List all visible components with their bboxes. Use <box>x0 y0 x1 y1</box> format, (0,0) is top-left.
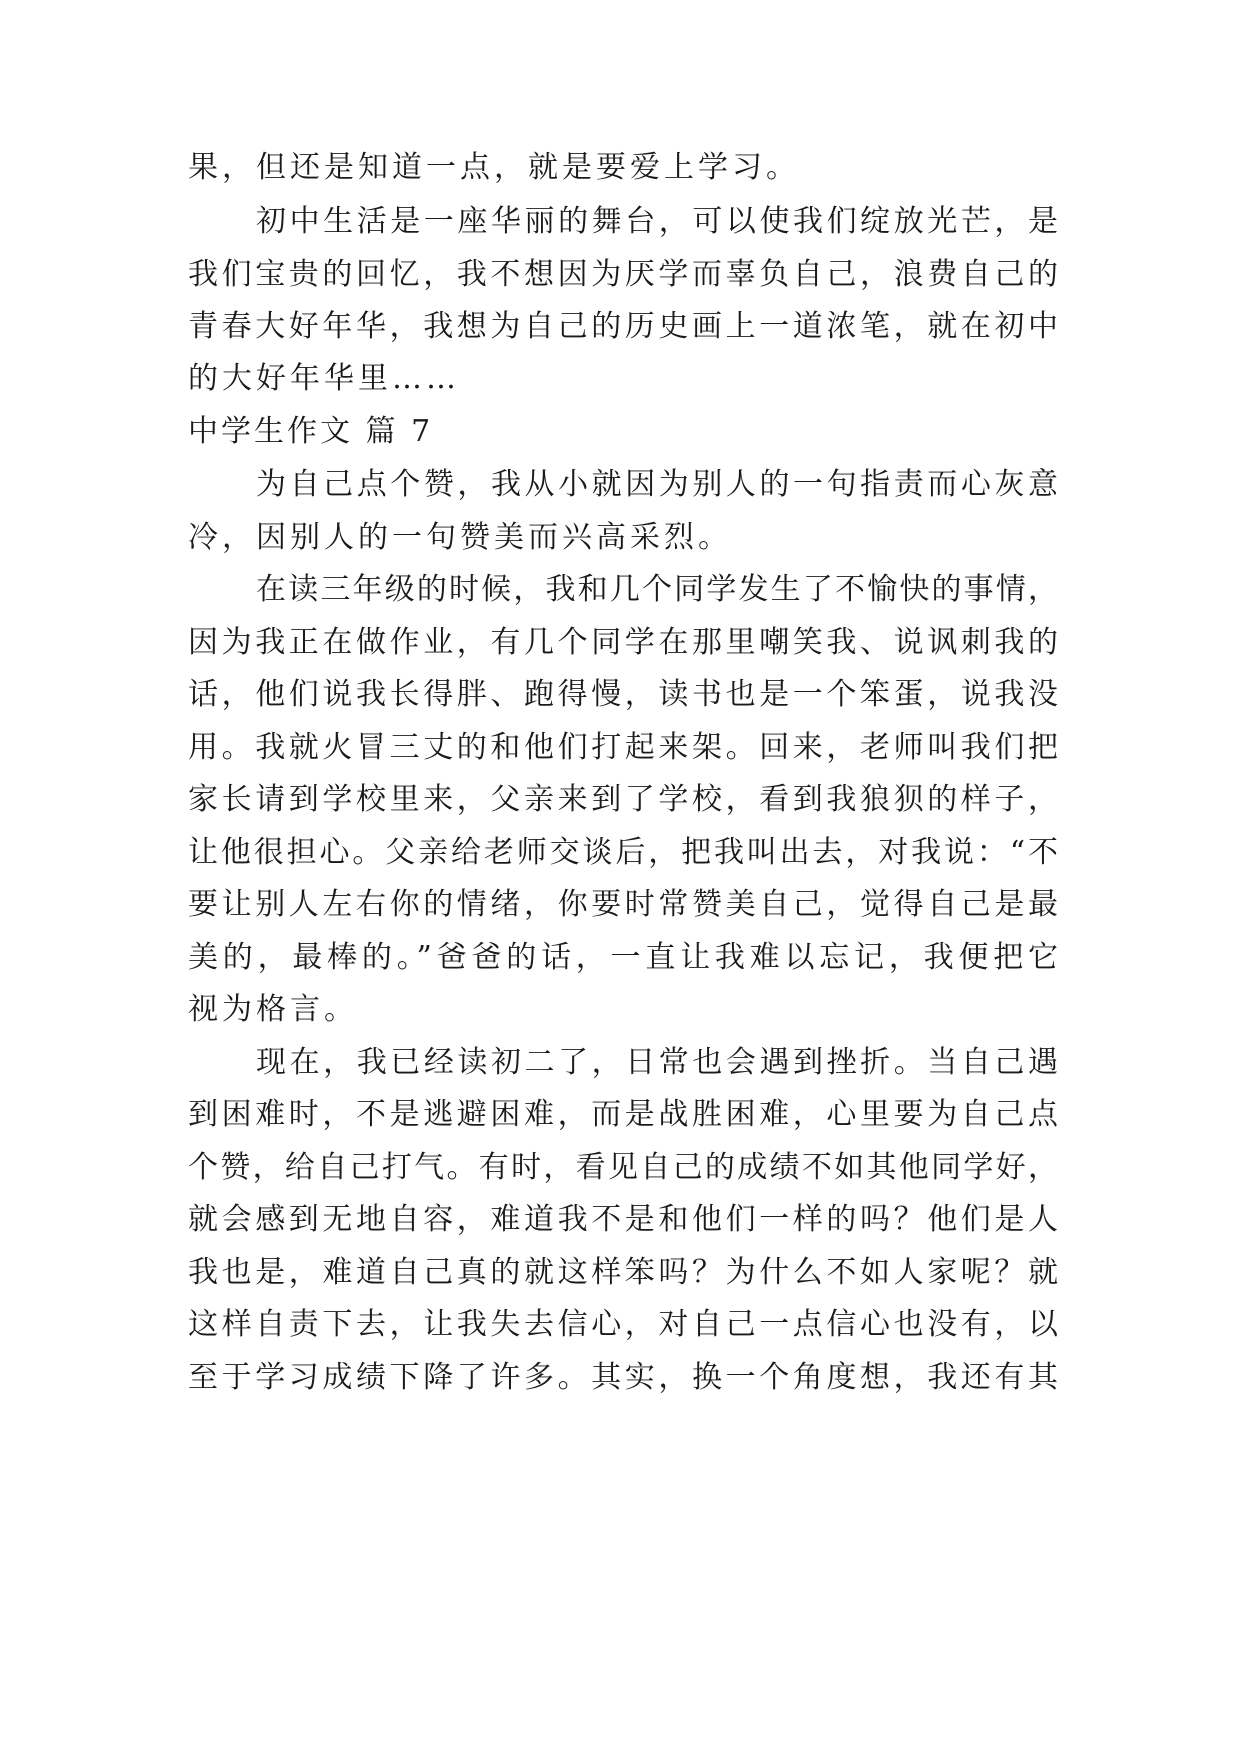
paragraph-line: 这样自责下去，让我失去信心，对自己一点信心也没有，以 <box>188 1307 1058 1342</box>
paragraph-line: 为自己点个赞，我从小就因为别人的一句指责而心灰意 <box>256 467 1058 502</box>
paragraph-line: 视为格言。 <box>188 992 358 1027</box>
paragraph-line: 美的，最棒的。”爸爸的话，一直让我难以忘记，我便把它 <box>188 940 1058 975</box>
paragraph-line: 在读三年级的时候，我和几个同学发生了不愉快的事情， <box>256 572 1058 607</box>
paragraph-line: 因为我正在做作业，有几个同学在那里嘲笑我、说讽刺我的 <box>188 625 1058 660</box>
paragraph-line: 就会感到无地自容，难道我不是和他们一样的吗？他们是人 <box>188 1202 1058 1237</box>
section-heading: 中学生作文 篇 7 <box>188 414 434 449</box>
paragraph-line: 我也是，难道自己真的就这样笨吗？为什么不如人家呢？就 <box>188 1255 1058 1290</box>
paragraph-line: 家长请到学校里来，父亲来到了学校，看到我狼狈的样子， <box>188 782 1058 817</box>
paragraph-line: 冷，因别人的一句赞美而兴高采烈。 <box>188 520 732 555</box>
paragraph-line: 果，但还是知道一点，就是要爱上学习。 <box>188 150 800 185</box>
paragraph-line: 话，他们说我长得胖、跑得慢，读书也是一个笨蛋，说我没 <box>188 677 1058 712</box>
paragraph-line: 个赞，给自己打气。有时，看见自己的成绩不如其他同学好， <box>188 1150 1058 1185</box>
paragraph-line: 我们宝贵的回忆，我不想因为厌学而辜负自己，浪费自己的 <box>188 257 1058 292</box>
paragraph-line: 让他很担心。父亲给老师交谈后，把我叫出去，对我说：“不 <box>188 835 1058 870</box>
paragraph-line: 初中生活是一座华丽的舞台，可以使我们绽放光芒，是 <box>256 204 1058 239</box>
paragraph-line: 至于学习成绩下降了许多。其实，换一个角度想，我还有其 <box>188 1360 1058 1395</box>
paragraph-line: 的大好年华里…… <box>188 361 460 396</box>
paragraph-line: 用。我就火冒三丈的和他们打起来架。回来，老师叫我们把 <box>188 730 1058 765</box>
paragraph-line: 要让别人左右你的情绪，你要时常赞美自己，觉得自己是最 <box>188 887 1058 922</box>
paragraph-line: 青春大好年华，我想为自己的历史画上一道浓笔，就在初中 <box>188 309 1058 344</box>
paragraph-line: 现在，我已经读初二了，日常也会遇到挫折。当自己遇 <box>256 1045 1058 1080</box>
paragraph-line: 到困难时，不是逃避困难，而是战胜困难，心里要为自己点 <box>188 1097 1058 1132</box>
